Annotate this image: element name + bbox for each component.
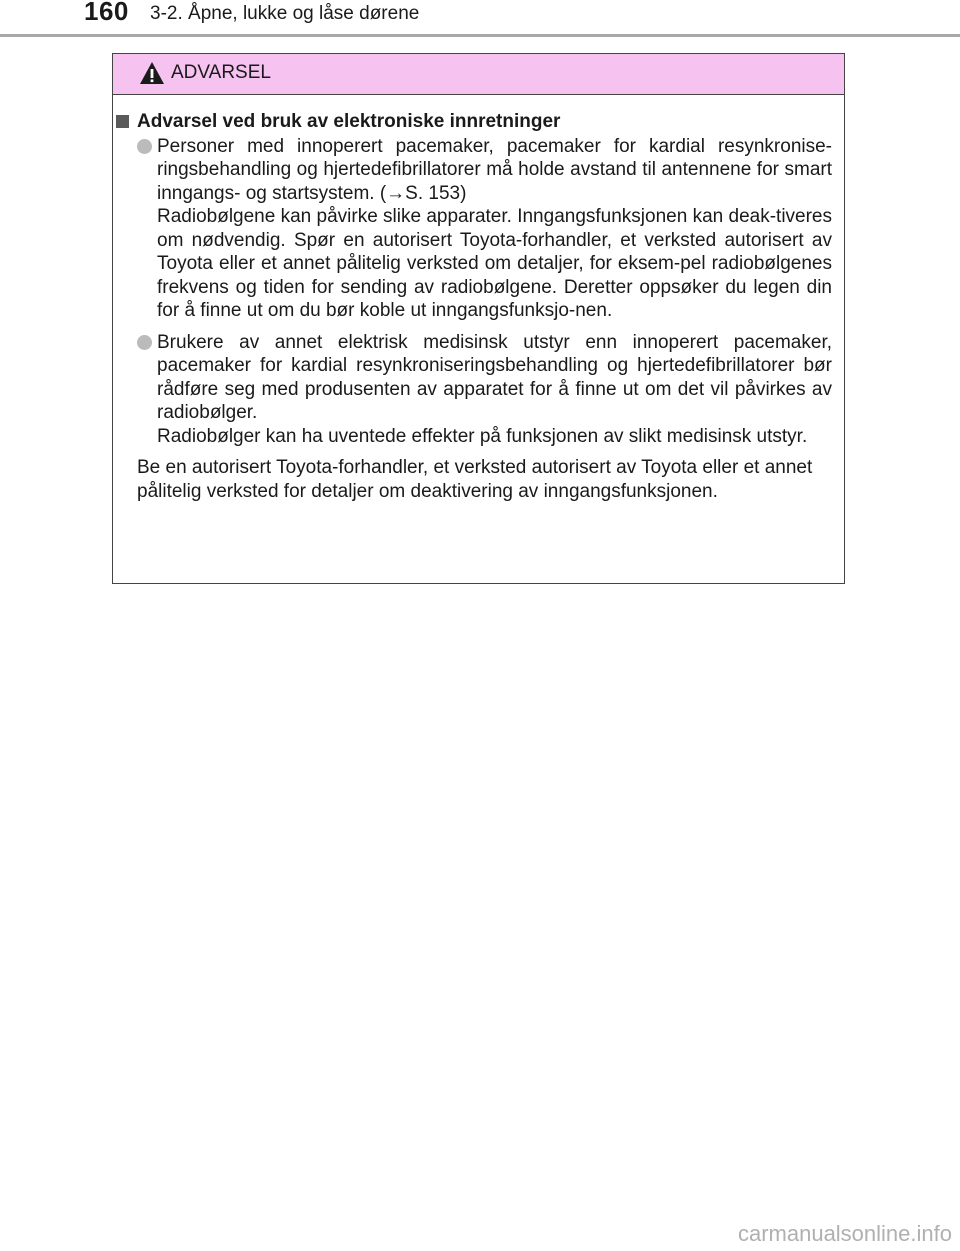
bullet-paragraph: Personer med innoperert pacemaker, pacemaker for kardial resynkronise-ringsbehandling og hjertedefibrillatorer må holde avstand til antennene for smart inngangs- og startsystem. (→S. 153): [157, 135, 832, 204]
warning-label: ADVARSEL: [171, 62, 271, 83]
bullet-paragraph: Brukere av annet elektrisk medisinsk utstyr enn innoperert pacemaker, pacemaker for kardial resynkroniseringsbehandling og hjertedefibrillatorer bør rådføre seg med produsenten av apparatet for å finne ut om det vil påvirkes av radiobølger.: [157, 331, 832, 423]
bullet-item: [113, 331, 832, 449]
warning-header: [113, 54, 844, 95]
bullet-paragraph: Radiobølger kan ha uventede effekter på funksjonen av slikt medisinsk utstyr.: [157, 425, 808, 447]
section-title: 3-2. Åpne, lukke og låse dørene: [150, 3, 420, 24]
subheading-text: Advarsel ved bruk av elektroniske innretninger: [137, 111, 561, 132]
round-bullet-icon: [137, 335, 152, 350]
square-bullet-icon: [116, 115, 129, 128]
page-number: 160: [84, 0, 129, 26]
header-divider: [0, 34, 960, 37]
footer-watermark: carmanualsonline.info: [737, 1221, 952, 1246]
round-bullet-icon: [137, 139, 152, 154]
bullet-paragraph: Radiobølgene kan påvirke slike apparater. Inngangsfunksjonen kan deak-tiveres om nødvendig. Spør en autorisert Toyota-forhandler, et verksted autorisert av Toyota eller et annet pålitelig verksted om detaljer, for eksem-pel radiobølgenes frekvens og tiden for sending av radiobølgene. Deretter oppsøker du legen din for å finne ut om du bør koble ut inngangsfunksjo-nen.: [157, 206, 832, 321]
warning-triangle-icon: [139, 61, 165, 85]
warning-body: [113, 96, 844, 503]
warning-subheading: [113, 110, 832, 134]
closing-paragraph: Be en autorisert Toyota-forhandler, et verksted autorisert av Toyota eller et annet pålitelig verksted for detaljer om deaktivering av inngangsfunksjonen.: [137, 457, 813, 502]
bullet-item: [113, 135, 832, 323]
warning-box: [112, 53, 845, 584]
